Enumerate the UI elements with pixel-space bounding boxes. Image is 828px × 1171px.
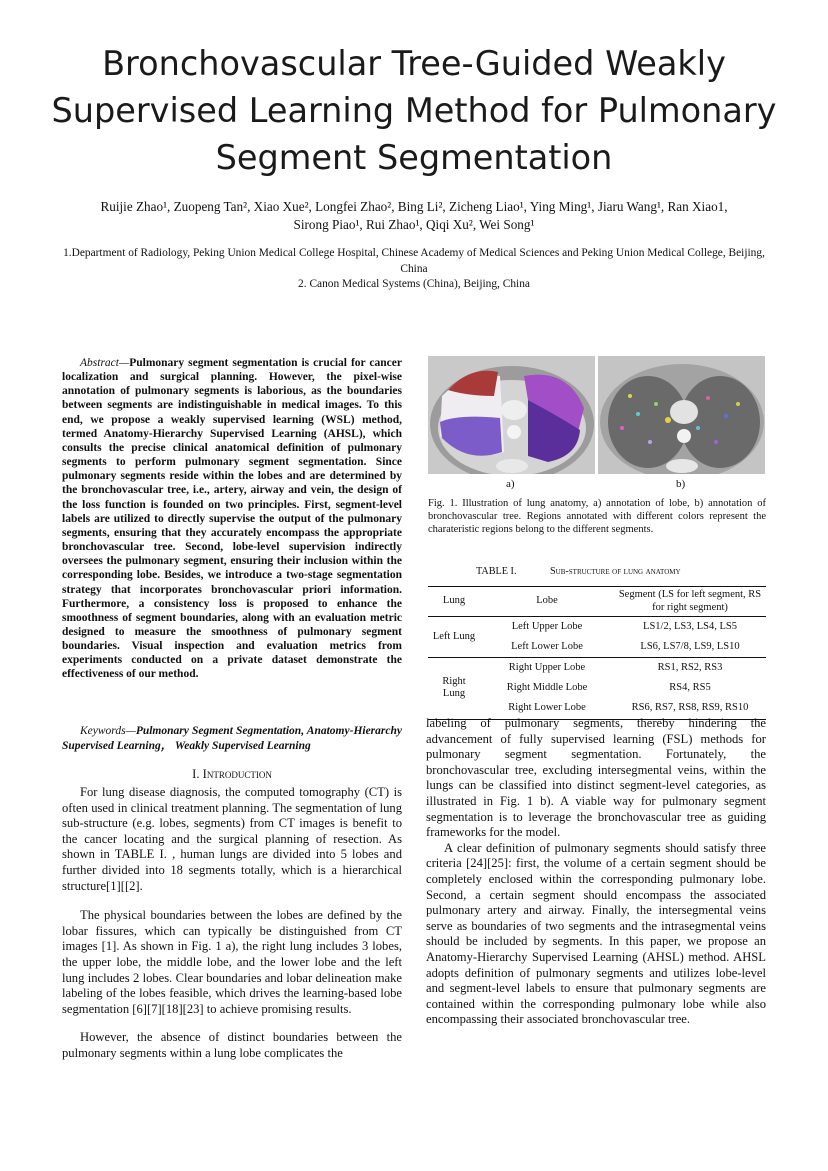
abstract-text: Pulmonary segment segmentation is crucial for cancer localization and surgical planning. However, the pixel-wise annotation of pulmonary segments is laborious, as the boundaries between segments are indistinguishable in medical images. To this end, we propose a weakly supervised learning (WSL) method, termed Anatomy-Hierarchy Supervised Learning (AHSL), which consults the precise clinical anatomical definition of pulmonary segments to perform pulmonary segment segmentation. Since pulmonary segments reside within the lobes and are determined by the bronchovascular tree, i.e., artery, airway and vein, the design of the loss function is founded on two principles. First, segment-level labels are utilized to directly supervise the output of the pulmonary segments, ensuring that they accurately encompass the appropriate bronchovascular tree. Second, lobe-level supervision indirectly oversees the pulmonary segment, ensuring their inclusion within the corresponding lobe. Besides, we introduce a two-stage segmentation strategy that incorporates bronchovascular priori information. Furthermore, a consistency loss is proposed to enhance the smoothness of segment boundaries, along with an evaluation metric designed to measure the smoothness of pulmonary segment boundaries. Visual inspection and evaluation metrics from experiments conducted on a private dataset demonstrate the effectiveness of our method. — [62, 357, 402, 681]
figure-1-caption: Fig. 1. Illustration of lung anatomy, a) annotation of lobe, b) annotation of bronchovascular tree. Regions annotated with different colors represent the charateristic regions belong to the different segments. — [428, 498, 766, 535]
segment-cell: LS1/2, LS3, LS4, LS5 — [643, 620, 737, 632]
figure-1-label-a: a) — [506, 478, 515, 490]
lung-cell: Left Lung — [428, 617, 480, 658]
section-title: Introduction — [202, 767, 272, 781]
lung-cell: Right Lung — [428, 658, 480, 720]
figure-1-label-b: b) — [676, 478, 686, 490]
intro-paragraph-continued: labeling of pulmonary segments, thereby hindering the advancement of fully supervised learning (FSL) methods for pulmonary segment segmentation. Fortunately, the bronchovascular tree, excluding intersegmental veins, within the lungs can be classified into distinct segment-level categories, as illustrated in Fig. 1 b). A viable way for pulmonary segment segmentation is to leverage the bronchovascular tree as guiding frameworks for the model. — [426, 716, 766, 840]
author-line-1: Ruijie Zhao¹, Zuopeng Tan², Xiao Xue², Longfei Zhao², Bing Li², Zicheng Liao¹, Ying Ming¹, Jiaru Wang¹, Ran Xiao1, — [100, 199, 728, 214]
abstract-label: Abstract— — [80, 357, 130, 369]
lung-anatomy-table — [428, 586, 766, 720]
header-lung: Lung — [428, 587, 480, 617]
table-row — [428, 658, 766, 679]
table-1-number: TABLE I. — [476, 566, 517, 577]
segment-cell: RS1, RS2, RS3 — [657, 661, 723, 673]
figure-1 — [428, 356, 766, 490]
section-number: I. — [192, 767, 200, 781]
table-1-caption: Sub-structure of lung anatomy — [550, 566, 681, 577]
lobe-cell: Left Lower Lobe — [480, 637, 614, 658]
lobe-annotation-image — [428, 356, 595, 474]
segment-cell: RS6, RS7, RS8, RS9, RS10 — [614, 699, 766, 720]
segment-cell: LS6, LS7/8, LS9, LS10 — [614, 637, 766, 658]
header-segment: Segment (LS for left segment, RS for right segment) — [614, 587, 766, 617]
author-line-2: Sirong Piao¹, Rui Zhao¹, Qiqi Xu², Wei Song¹ — [293, 216, 535, 232]
keywords-text: Pulmonary Segment Segmentation, Anatomy-Hierarchy Supervised Learning， Weakly Supervised Learning — [62, 725, 402, 752]
paper-title: Bronchovascular Tree-Guided Weakly Supervised Learning Method for Pulmonary Segment Segmentation — [51, 44, 777, 177]
intro-paragraph-2: The physical boundaries between the lobes are defined by the lobar fissures, which can typically be distinguished from CT images [1]. As shown in Fig. 1 a), the right lung includes 3 lobes, the upper lobe, the middle lobe, and the lower lobe and the left lung includes 2 lobes. Clear boundaries and lobar delineation make labeling of the lobes feasible, which drives the learning-based lobe segmentation [6][7][18][23] to achieve promising results. — [62, 908, 402, 1016]
lobe-cell: Right Upper Lobe — [508, 661, 586, 673]
intro-right-column — [426, 716, 766, 1028]
ct-image-lobes — [428, 356, 595, 474]
affiliation-1: 1.Department of Radiology, Peking Union Medical College Hospital, Chinese Academy of Medical Sciences and Peking Union Medical College, Beijing, China — [63, 247, 765, 275]
author-list — [60, 198, 768, 233]
section-heading-introduction — [62, 767, 402, 782]
ct-image-bronchovascular — [598, 356, 765, 474]
keywords — [62, 724, 402, 753]
abstract — [62, 356, 402, 682]
table-row — [428, 617, 766, 638]
intro-paragraph-4: A clear definition of pulmonary segments should satisfy three criteria [24][25]: first, the volume of a certain segment should be completely enclosed within the corresponding pulmonary lobe. Second, a certain segment should encompass the associated pulmonary artery and airway. Finally, the intersegmental veins serve as boundaries of two segments and the intrasegmental veins should be included by segments. In this paper, we propose an Anatomy-Hierarchy Supervised Learning (AHSL) method. AHSL adopts definition of pulmonary segments and utilizes lobe-level and segment-level labels to ensure that pulmonary segments are contained within the corresponding pulmonary lobe while also encompassing their associated bronchovascular tree. — [426, 840, 766, 1027]
bronchovascular-annotation-image — [598, 356, 765, 474]
intro-paragraph-3: However, the absence of distinct boundaries between the pulmonary segments within a lung lobe complicates the — [62, 1030, 402, 1060]
affiliation-2: 2. Canon Medical Systems (China), Beijing, China — [298, 278, 530, 290]
header-lobe: Lobe — [480, 587, 614, 617]
keywords-label: Keywords— — [80, 725, 136, 737]
lobe-cell: Right Lower Lobe — [480, 699, 614, 720]
segment-cell: RS4, RS5 — [669, 682, 711, 693]
lobe-cell: Right Middle Lobe — [506, 682, 588, 693]
lobe-cell: Left Upper Lobe — [511, 620, 583, 632]
affiliations — [50, 246, 778, 293]
table-header-row — [428, 587, 766, 617]
intro-paragraph-1: For lung disease diagnosis, the computed tomography (CT) is often used in clinical treatment planning. The segmentation of lung sub-structure (e.g. lobes, segments) from CT images is benefit to the cancer locating and the surgical planning of resection. As shown in TABLE I. , human lungs are divided into 5 lobes and further divided into 18 segments totally, which is a hierarchical structure[1][[2]. — [62, 785, 402, 893]
intro-left-column — [62, 785, 402, 1062]
